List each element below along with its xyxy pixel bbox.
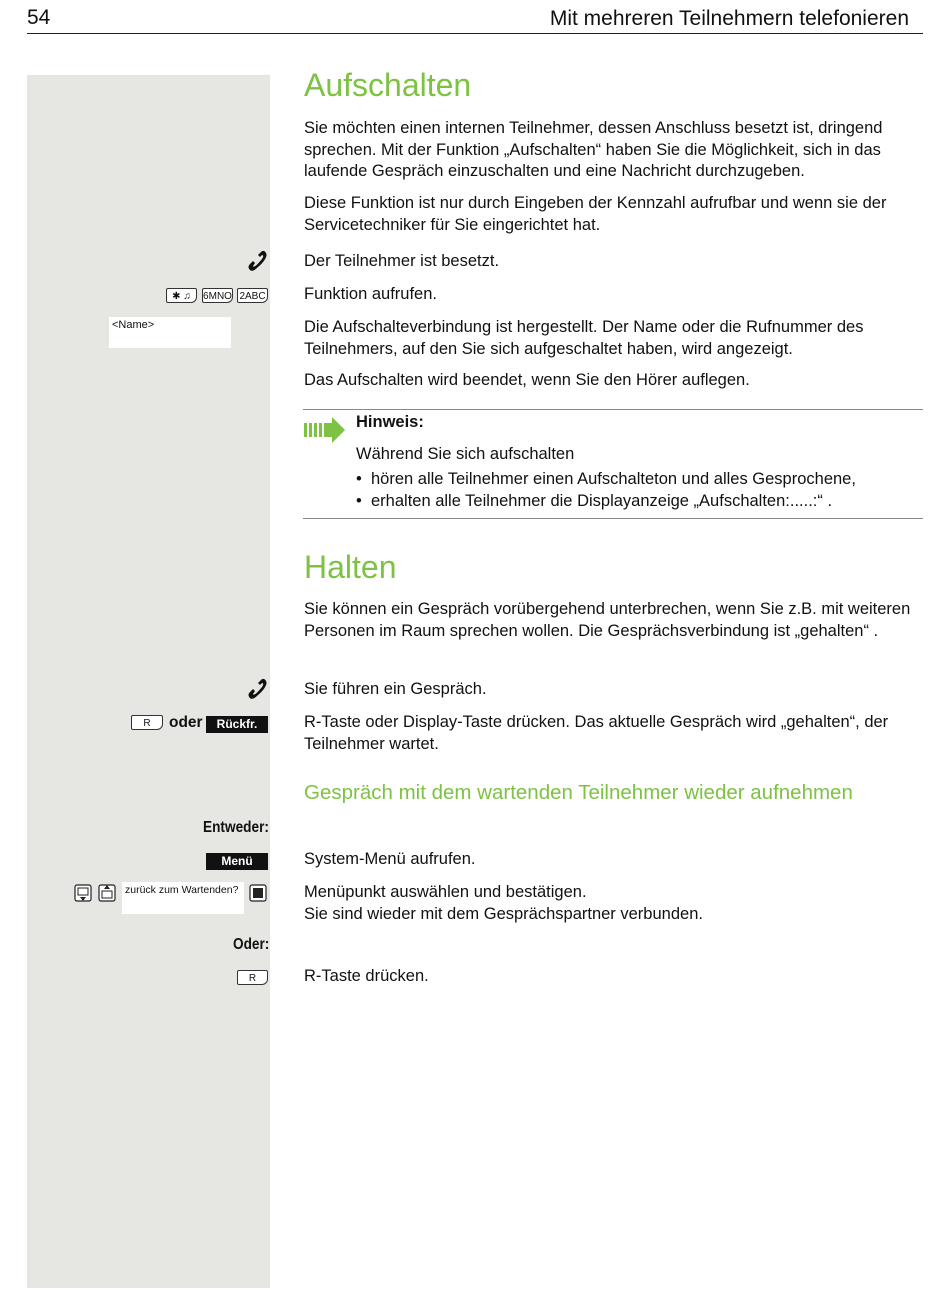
hint-arrow-icon [304,417,346,443]
step-call-active: Sie führen ein Gespräch. [304,680,487,698]
step-busy: Der Teilnehmer ist besetzt. [304,252,500,270]
step-r2: R-Taste drücken. [304,967,429,985]
step-select-1: Menüpunkt auswählen und bestätigen. [304,883,587,901]
scroll-up-icon [98,884,116,902]
step-end: Das Aufschalten wird beendet, wenn Sie den Hörer auflegen. [304,371,750,389]
page-number: 54 [27,6,51,29]
hint-bullet-1: • hören alle Teilnehmer einen Aufschalteton und alles Gesprochene, [356,470,856,488]
section-title-halten: Halten [304,549,397,585]
hint-title: Hinweis: [356,413,424,431]
r-key: R [131,715,163,730]
either-label: Entweder: [203,819,269,836]
margin-column [27,75,270,1288]
handset-icon [246,250,268,272]
handset-icon [246,678,268,700]
step-call-function: Funktion aufrufen. [304,285,437,303]
intro-paragraph-2: Diese Funktion ist nur durch Eingeben der Kennzahl aufrufbar und wenn sie der Servicetechniker für Sie eingerichtet hat. [304,194,887,234]
confirm-key-icon [249,884,267,902]
display-name-box: <Name> [109,317,231,348]
hint-bullet-1-text: hören alle Teilnehmer einen Aufschalteton und alles Gesprochene, [371,470,856,488]
section-title-aufschalten: Aufschalten [304,67,472,103]
hint-bullet-2: • erhalten alle Teilnehmer die Displayanzeige „Aufschalten:.....:“ . [356,492,833,510]
halten-intro: Sie können ein Gespräch vorübergehend unterbrechen, wenn Sie z.B. mit weiteren Personen im Raum sprechen wollen. Die Gesprächsverbindung ist „gehalten“ . [304,600,911,640]
subsection-title: Gespräch mit dem wartenden Teilnehmer wieder aufnehmen [304,781,853,804]
softkey-rueckfr: Rückfr. [206,716,268,733]
hint-intro: Während Sie sich aufschalten [356,445,575,463]
or-label: oder [169,714,203,731]
key-2: 2ABC [237,288,268,303]
step-menu: System-Menü aufrufen. [304,850,476,868]
or2-label: Oder: [232,936,269,953]
scroll-down-icon [74,884,92,902]
chapter-title: Mit mehreren Teilnehmern telefonieren [549,7,909,30]
intro-paragraph-1: Sie möchten einen internen Teilnehmer, dessen Anschluss besetzt ist, dringend sprechen. Mit der Funktion „Aufschalten“ haben Sie die Möglichkeit, sich in das laufende Gespräch einzuschalten und eine Nachricht durchzugeben. [304,119,883,180]
softkey-menu: Menü [206,853,268,870]
step-connected: Die Aufschalteverbindung ist hergestellt. Der Name oder die Rufnummer des Teilnehmers, auf den Sie sich aufgeschaltet haben, wird angezeigt. [304,318,864,358]
key-star: ✱ ♫ [166,288,197,303]
key-6: 6MNO [202,288,233,303]
r-key-2: R [237,970,268,985]
display-back-box: zurück zum Wartenden? [122,882,244,914]
step-select-2: Sie sind wieder mit dem Gesprächspartner verbunden. [304,905,703,923]
page-header [27,5,923,34]
step-r-key: R-Taste oder Display-Taste drücken. Das aktuelle Gespräch wird „gehalten“, der Teilnehmer wartet. [304,713,889,753]
hint-bullet-2-text: erhalten alle Teilnehmer die Displayanzeige „Aufschalten:.....:“ . [371,492,833,510]
